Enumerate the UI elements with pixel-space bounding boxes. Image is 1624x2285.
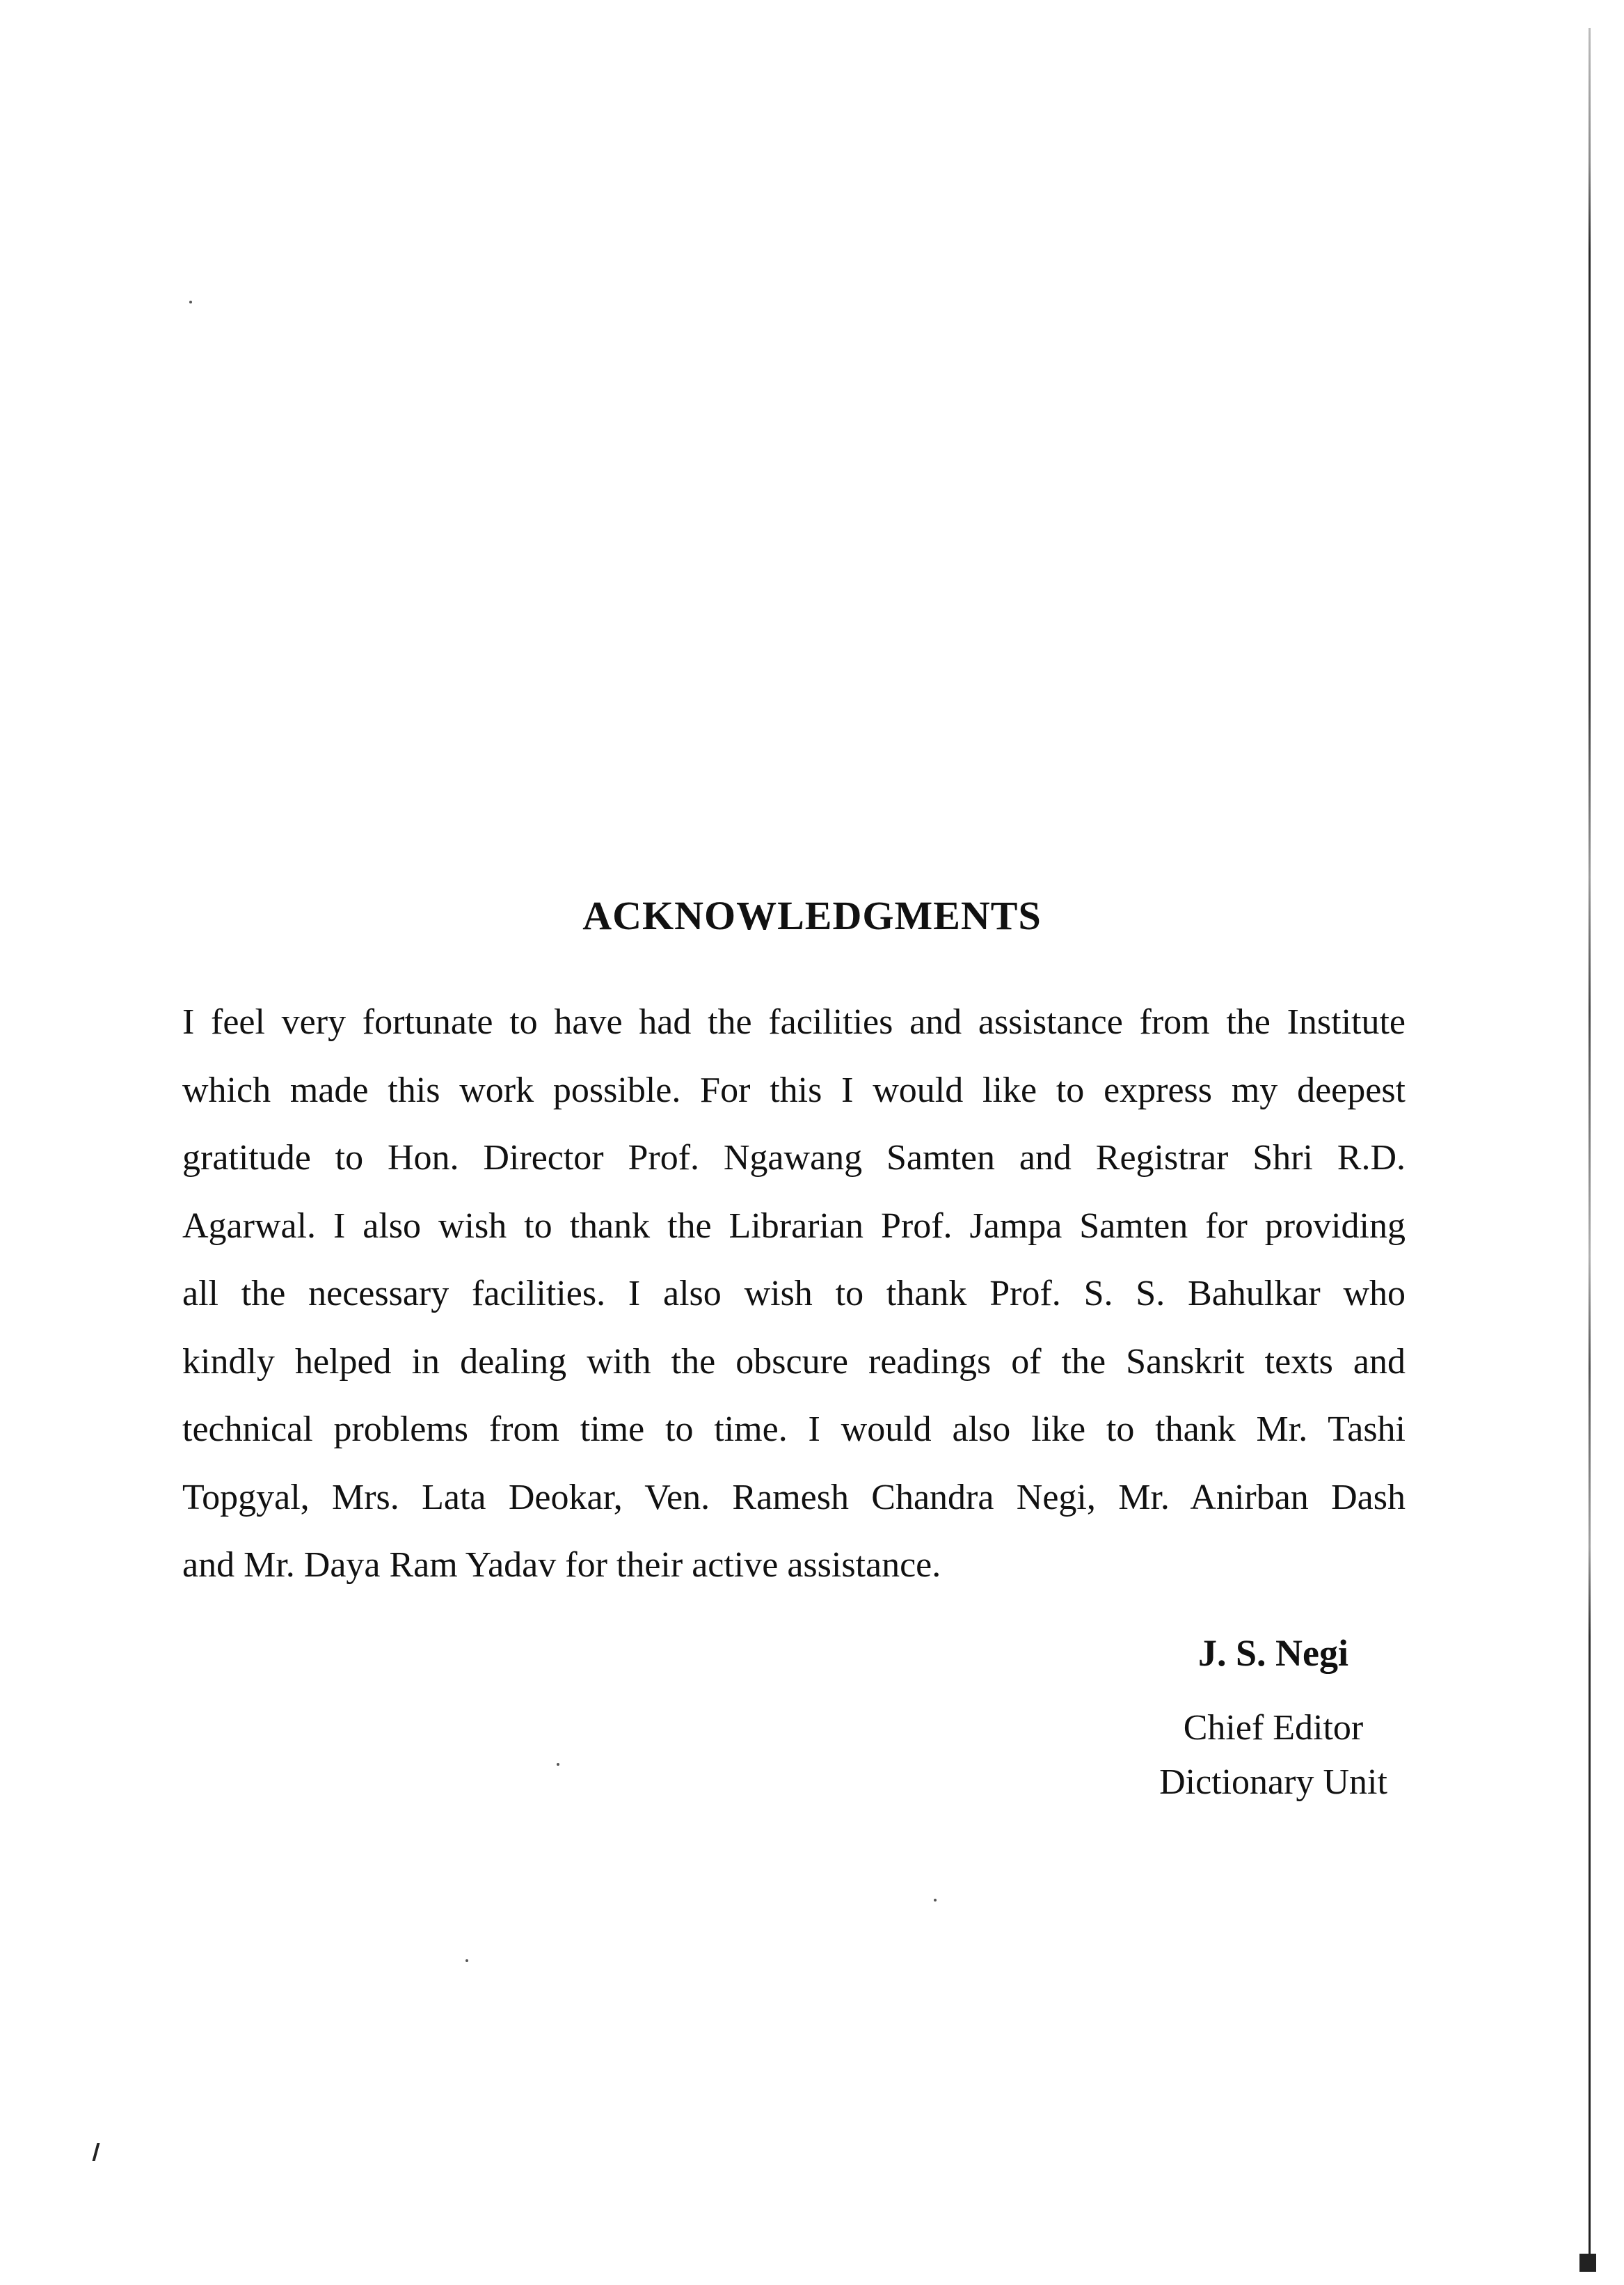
paragraph-line: all the necessary facilities. I also wish to thank Prof. S. S. Bahulkar who: [182, 1274, 1406, 1313]
paragraph-line: gratitude to Hon. Director Prof. Ngawang Samten and Registrar Shri R.D.: [182, 1138, 1406, 1178]
acknowledgment-paragraph: [182, 988, 1406, 1599]
signatory-title: Chief Editor: [1183, 1708, 1364, 1748]
paragraph-line: technical problems from time to time. I would also like to thank Mr. Tashi: [182, 1409, 1406, 1449]
paragraph-line: and Mr. Daya Ram Yadav for their active assistance.: [182, 1545, 941, 1585]
paragraph-line: Topgyal, Mrs. Lata Deokar, Ven. Ramesh Chandra Negi, Mr. Anirban Dash: [182, 1477, 1406, 1517]
paragraph-line: I feel very fortunate to have had the facilities and assistance from the Institute: [182, 1002, 1406, 1042]
paragraph-line: Agarwal. I also wish to thank the Librarian Prof. Jampa Samten for providing: [182, 1205, 1406, 1246]
scan-speck: [189, 301, 192, 303]
scan-speck: [557, 1763, 559, 1766]
paragraph-line: kindly helped in dealing with the obscure readings of the Sanskrit texts and: [182, 1341, 1406, 1382]
scan-edge-line: [1589, 28, 1591, 2262]
scan-speck: [465, 1959, 468, 1962]
signatory-unit: Dictionary Unit: [1159, 1762, 1387, 1802]
scan-stray-mark: [93, 2143, 100, 2161]
signature-block: [1113, 1629, 1433, 1810]
page-title: ACKNOWLEDGMENTS: [582, 893, 1042, 938]
scan-speck: [934, 1899, 937, 1901]
signatory-name: J. S. Negi: [1198, 1632, 1348, 1674]
scan-edge-mark: [1579, 2254, 1596, 2272]
paragraph-line: which made this work possible. For this I would like to express my deepest: [182, 1070, 1406, 1110]
